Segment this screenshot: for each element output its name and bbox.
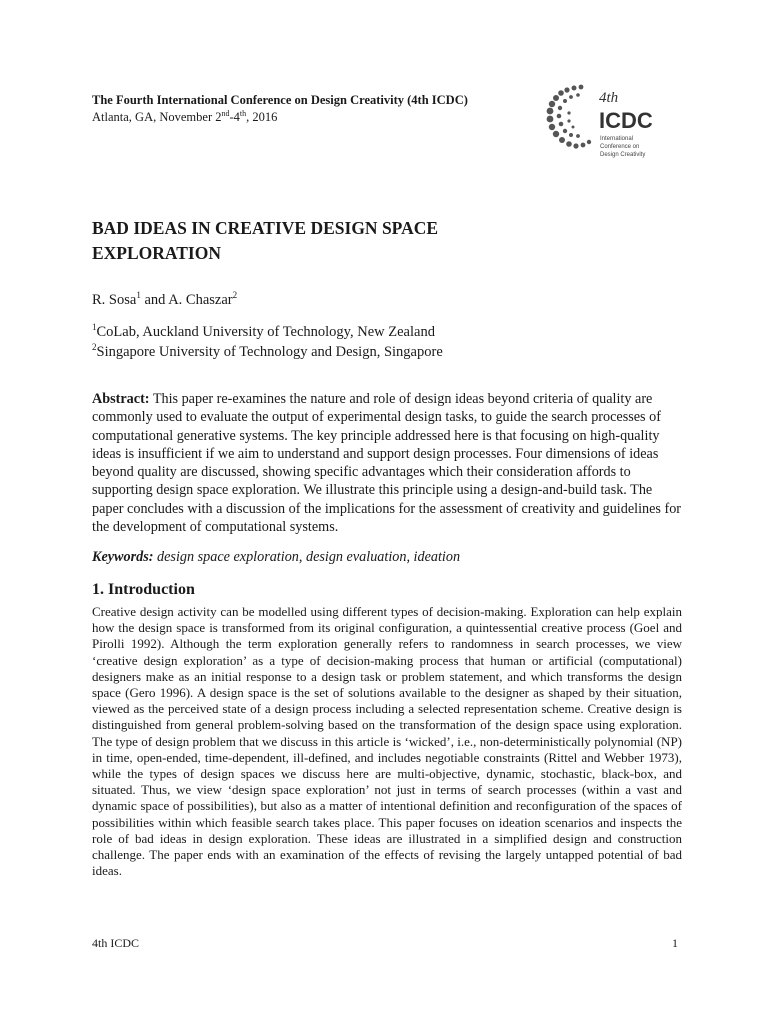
authors xyxy=(92,290,237,309)
affiliation-1-text: CoLab, Auckland University of Technology, New Zealand xyxy=(96,323,435,340)
affiliation-1-superscript: 1 xyxy=(92,322,97,332)
date-superscript-2: th xyxy=(239,109,247,118)
logo-4th-text: 4th xyxy=(599,90,619,106)
conference-year: , 2016 xyxy=(246,110,278,125)
logo-line-2: Conference on xyxy=(600,144,640,150)
keywords-text: design space exploration, design evaluation, ideation xyxy=(153,549,461,565)
conference-location-date xyxy=(92,109,277,125)
affiliation-2 xyxy=(92,342,443,361)
author-1: R. Sosa xyxy=(92,291,137,308)
page-number: 1 xyxy=(672,936,678,950)
section-heading-introduction: 1. Introduction xyxy=(92,581,195,598)
footer-conference: 4th ICDC xyxy=(92,936,140,950)
logo-line-3: Design Creativity xyxy=(600,152,646,158)
date-dash: -4 xyxy=(229,110,240,125)
icdc-logo xyxy=(545,80,655,165)
affiliation-1 xyxy=(92,322,435,341)
affiliation-2-text: Singapore University of Technology and Design, Singapore xyxy=(96,343,443,360)
abstract-text: This paper re-examines the nature and role of design ideas beyond criteria of quality are commonly used to evaluate the output of experimental design tasks, to guide the search processes of computational generative systems. The key principle addressed here is that focusing on high-quality ideas is insufficient if we aim to understand and support design processes. Four dimensions of ideas beyond quality are discussed, showing specific advantages which their consideration affords to supporting design space exploration. We illustrate this principle using a design-and-build task. The paper concludes with a discussion of the implications for the assessment of creativity and guidelines for the development of computational systems. xyxy=(92,391,682,536)
logo-icdc-text: ICDC xyxy=(599,108,653,133)
logo-line-1: International xyxy=(600,136,634,142)
keywords xyxy=(92,549,682,566)
abstract-label: Abstract: xyxy=(92,391,150,407)
paper-title: BAD IDEAS IN CREATIVE DESIGN SPACE EXPLORATION xyxy=(92,218,439,263)
author-2-superscript: 2 xyxy=(232,290,238,300)
logo-dot-swirl xyxy=(547,85,592,149)
abstract xyxy=(92,390,682,536)
conference-title: The Fourth International Conference on Design Creativity (4th ICDC) xyxy=(92,93,468,107)
author-2: and A. Chaszar xyxy=(140,291,233,308)
keywords-label: Keywords: xyxy=(92,549,154,565)
affiliation-2-superscript: 2 xyxy=(92,342,97,352)
introduction-body: Creative design activity can be modelled using different types of decision-making. Exploration can help explain how the design space is transformed from its original configuration, a quintessential creative process (Goel and Pirolli 1992). Although the term exploration generally refers to randomness in search processes, we view ‘creative design exploration’ as a type of decision-making process that human or artificial (computational) designers make as an initial response to a design task or problem statement, and which transforms the design space (Gero 1996). A design space is the set of solutions available to the designer as shaped by their situation, viewed as the perceived state of a design process including a selected representation scheme. Creative design is distinguished from general problem-solving based on the transformation of the design space using exploration. The type of design problem that we discuss in this article is ‘wicked’, i.e., non-deterministically polynomial (NP) in time, open-ended, time-dependent, ill-defined, and includes negotiable constraints (Rittel and Webber 1973), while the types of design spaces we discuss here are multi-objective, dynamic, stochastic, black-box, and situated. Thus, we view ‘design space exploration’ not just in terms of search processes (within a vast and dynamic space of possibilities), but also as a matter of intentional definition and reconfiguration of the spaces of possibilities within which feasible search takes place. This paper focuses on ideation scenarios and inspects the role of bad ideas in design exploration. These ideas are illustrated in a simplified design and construction challenge. The paper ends with an examination of the effects of revising the largely untapped potential of bad ideas. xyxy=(92,604,682,879)
date-superscript-1: nd xyxy=(221,109,230,118)
author-1-superscript: 1 xyxy=(136,290,141,300)
location-prefix: Atlanta, GA, November 2 xyxy=(92,110,222,125)
